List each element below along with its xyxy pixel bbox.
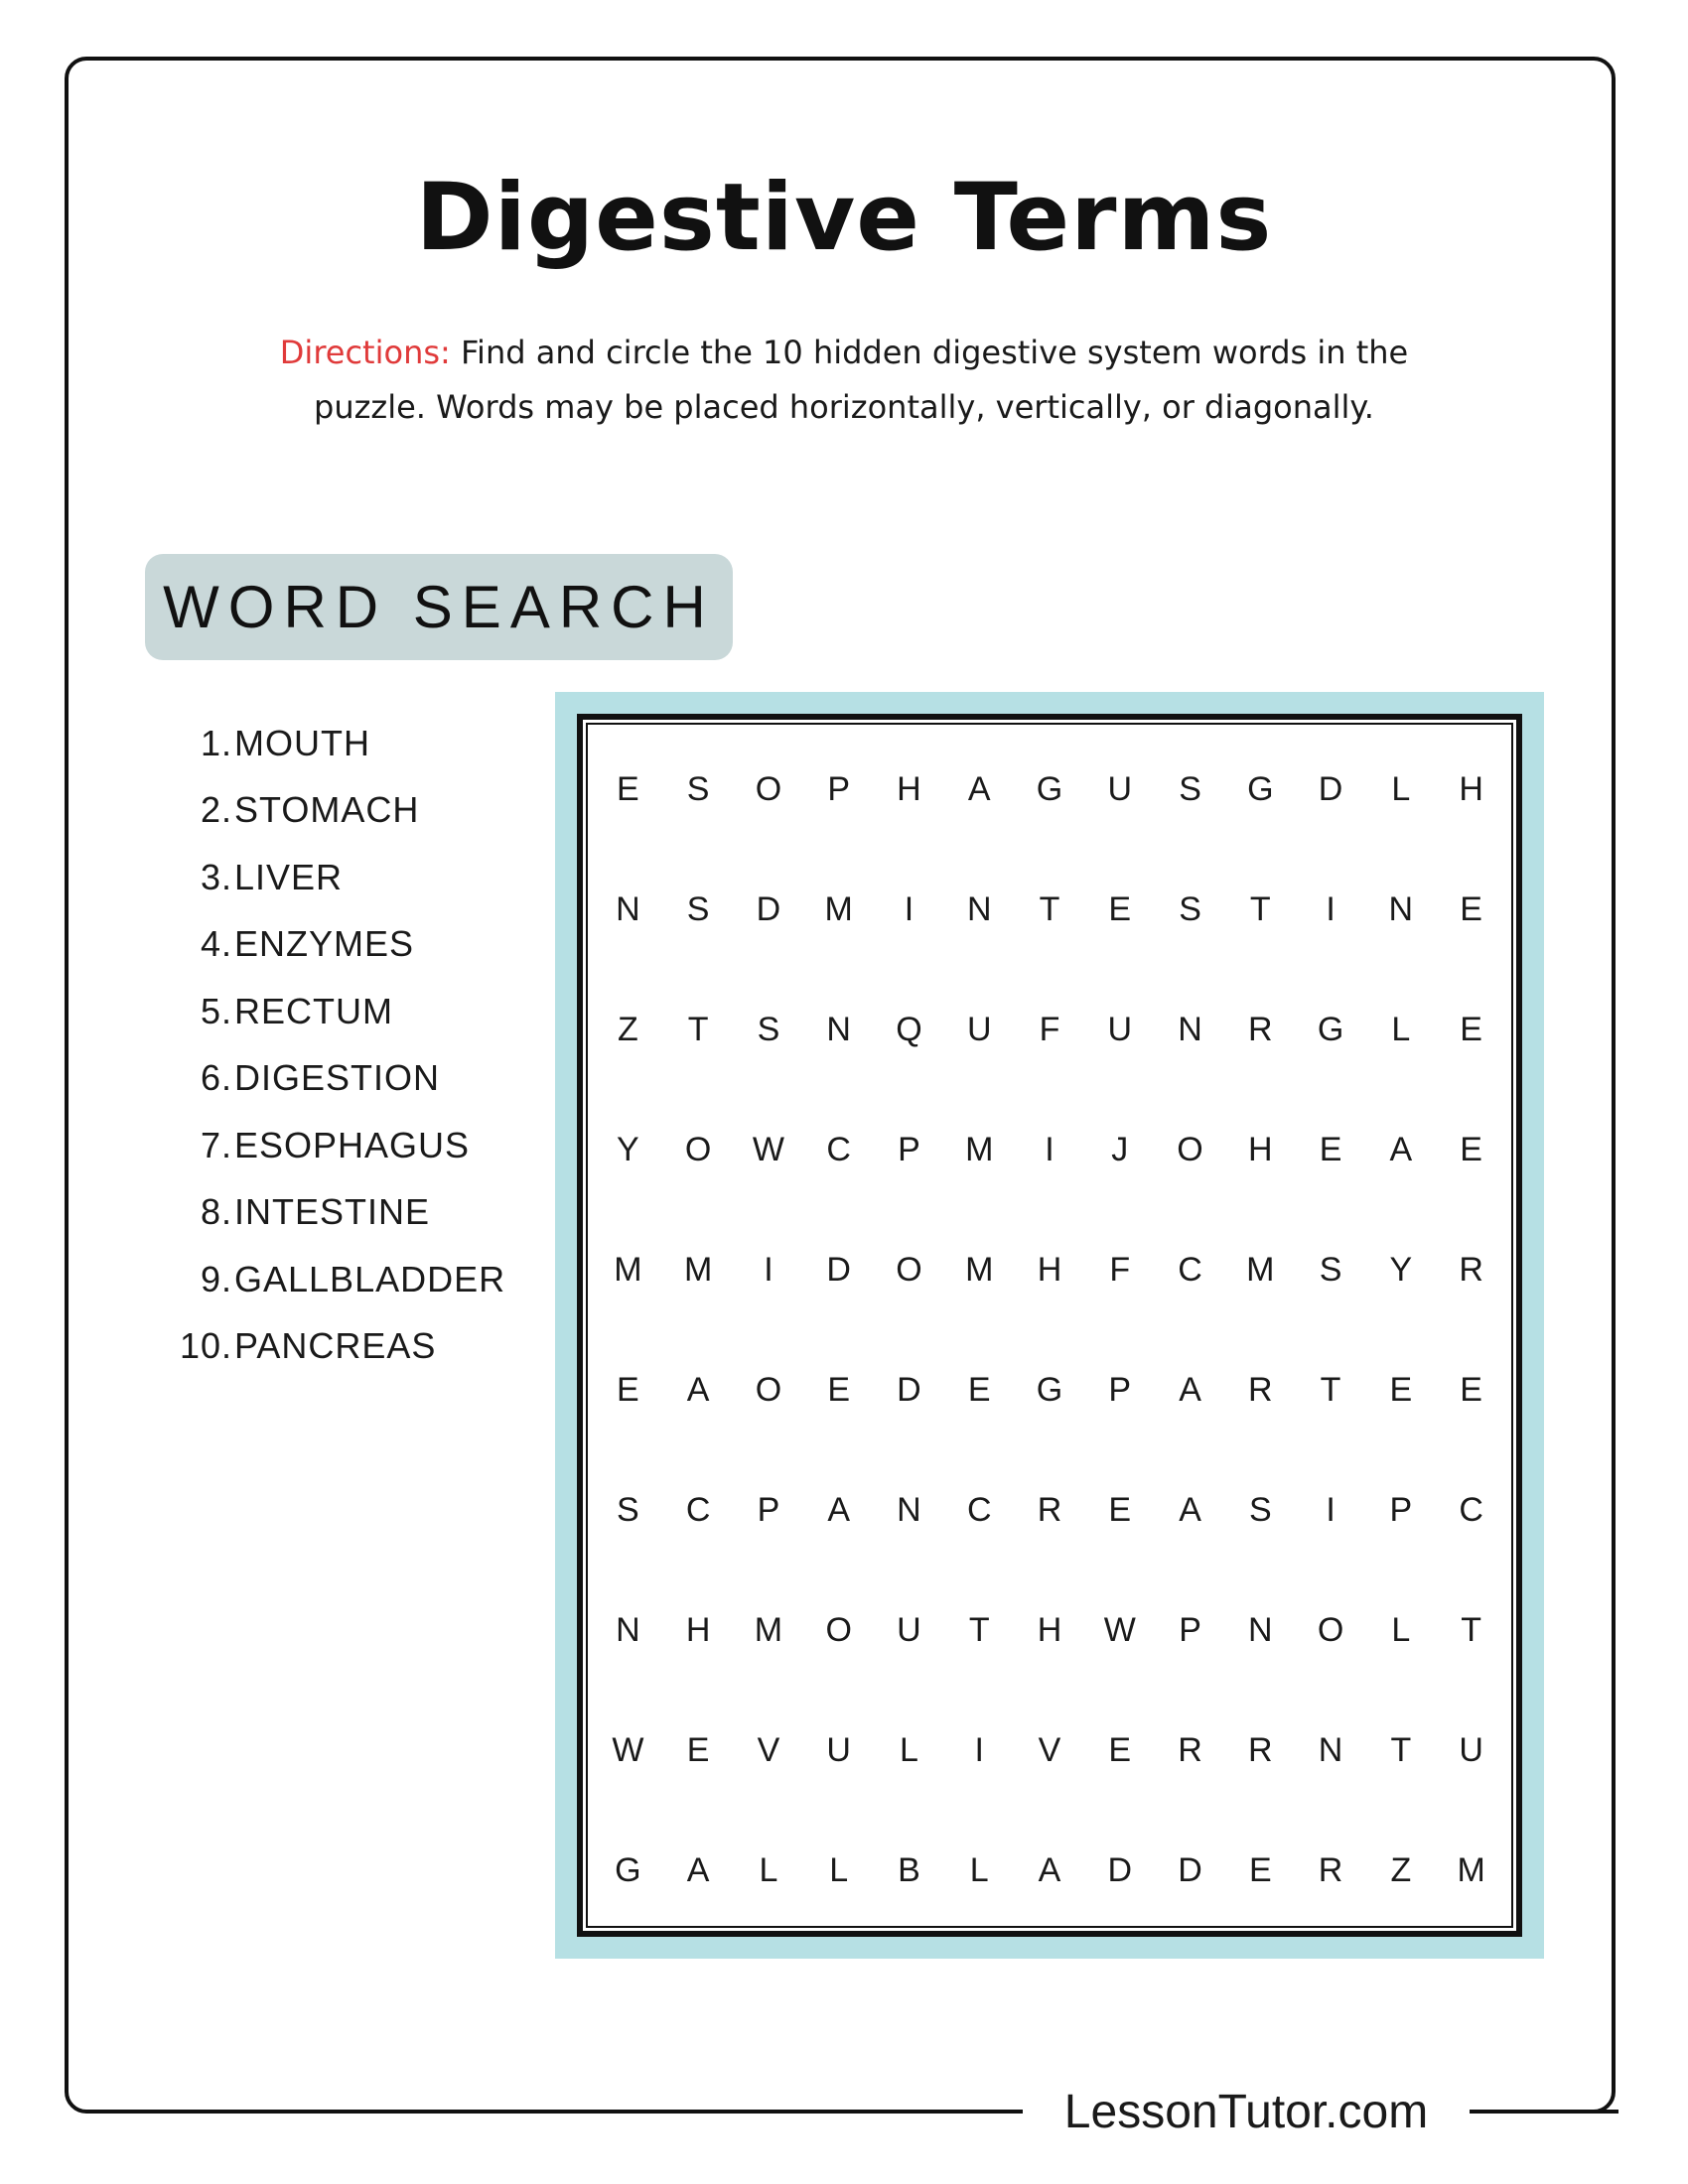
grid-letter[interactable]: T bbox=[1039, 890, 1060, 928]
grid-letter[interactable]: H bbox=[685, 1611, 711, 1649]
grid-letter[interactable]: C bbox=[826, 1131, 851, 1168]
grid-letter[interactable]: F bbox=[1109, 1251, 1131, 1289]
grid-letter[interactable]: M bbox=[965, 1251, 994, 1289]
grid-letter[interactable]: O bbox=[896, 1251, 922, 1289]
word-number: 9. bbox=[200, 1258, 232, 1299]
grid-letter[interactable]: U bbox=[1107, 1011, 1133, 1048]
word-list-item bbox=[169, 911, 526, 979]
grid-letter[interactable]: I bbox=[974, 1731, 984, 1769]
grid-letter[interactable]: A bbox=[686, 1371, 710, 1409]
grid-letter[interactable]: P bbox=[1179, 1611, 1201, 1649]
word-term: MOUTH bbox=[234, 722, 370, 763]
grid-letter[interactable]: V bbox=[757, 1731, 780, 1769]
word-list-item bbox=[169, 844, 526, 911]
grid-letter[interactable]: S bbox=[1179, 890, 1201, 928]
grid-letter[interactable]: R bbox=[1037, 1491, 1062, 1529]
grid-letter[interactable]: C bbox=[1178, 1251, 1202, 1289]
grid-letter[interactable]: E bbox=[617, 1371, 639, 1409]
grid-letter[interactable]: E bbox=[617, 770, 639, 808]
grid-letter[interactable]: C bbox=[966, 1491, 992, 1529]
grid-letter[interactable]: O bbox=[1317, 1611, 1344, 1649]
grid-letter[interactable]: I bbox=[764, 1251, 774, 1289]
grid-letter[interactable]: A bbox=[1038, 1851, 1061, 1889]
grid-letter[interactable]: S bbox=[686, 770, 710, 808]
grid-letter[interactable]: L bbox=[899, 1731, 918, 1769]
grid-letter[interactable]: P bbox=[827, 770, 851, 808]
grid-letter[interactable]: L bbox=[829, 1851, 849, 1889]
grid-letter[interactable]: E bbox=[1319, 1131, 1342, 1168]
grid-letter[interactable]: M bbox=[683, 1251, 713, 1289]
grid-letter[interactable]: H bbox=[1459, 770, 1483, 808]
grid-letter[interactable]: E bbox=[1460, 1011, 1482, 1048]
grid-letter[interactable]: A bbox=[1389, 1131, 1413, 1168]
word-term: PANCREAS bbox=[234, 1325, 437, 1367]
word-list bbox=[169, 710, 526, 1380]
grid-letter[interactable]: I bbox=[904, 890, 914, 928]
grid-letter[interactable]: G bbox=[1036, 770, 1063, 808]
grid-letter[interactable]: T bbox=[1320, 1371, 1341, 1409]
grid-letter[interactable]: H bbox=[1037, 1611, 1062, 1649]
word-search-grid-border bbox=[577, 714, 1522, 1937]
word-list-item bbox=[169, 1246, 526, 1313]
grid-letter[interactable]: T bbox=[968, 1611, 990, 1649]
word-number: 8. bbox=[200, 1191, 232, 1233]
grid-letter[interactable]: J bbox=[1111, 1131, 1129, 1168]
grid-letter[interactable]: I bbox=[1326, 890, 1336, 928]
word-list-item bbox=[169, 777, 526, 845]
grid-letter[interactable]: Y bbox=[1389, 1251, 1413, 1289]
word-list-item bbox=[169, 1179, 526, 1247]
word-list-item bbox=[169, 978, 526, 1045]
grid-letter[interactable]: E bbox=[1108, 1731, 1132, 1769]
grid-letter[interactable]: M bbox=[824, 890, 853, 928]
grid-letter[interactable]: E bbox=[1248, 1851, 1272, 1889]
word-term: LIVER bbox=[234, 856, 344, 897]
grid-letter[interactable]: E bbox=[1108, 1491, 1132, 1529]
footer-divider-right bbox=[1475, 2110, 1618, 2114]
word-term: DIGESTION bbox=[234, 1057, 441, 1099]
grid-letter[interactable]: Z bbox=[1390, 1851, 1412, 1889]
grid-letter[interactable]: E bbox=[1389, 1371, 1413, 1409]
word-term: ENZYMES bbox=[234, 923, 415, 965]
grid-letter[interactable]: R bbox=[1459, 1251, 1483, 1289]
grid-letter[interactable]: D bbox=[826, 1251, 851, 1289]
grid-letter[interactable]: R bbox=[1248, 1371, 1273, 1409]
grid-letter[interactable]: C bbox=[1459, 1491, 1483, 1529]
grid-letter[interactable]: S bbox=[1179, 770, 1201, 808]
word-term: RECTUM bbox=[234, 990, 393, 1031]
grid-letter[interactable]: N bbox=[1248, 1611, 1273, 1649]
grid-letter[interactable]: T bbox=[1390, 1731, 1412, 1769]
grid-letter[interactable]: S bbox=[686, 890, 710, 928]
word-term: ESOPHAGUS bbox=[234, 1124, 471, 1165]
grid-letter[interactable]: E bbox=[686, 1731, 710, 1769]
grid-letter[interactable]: L bbox=[1391, 770, 1411, 808]
grid-letter[interactable]: E bbox=[967, 1371, 991, 1409]
grid-letter[interactable]: I bbox=[1326, 1491, 1336, 1529]
grid-letter[interactable]: M bbox=[754, 1611, 783, 1649]
grid-letter[interactable]: G bbox=[1036, 1371, 1063, 1409]
grid-letter[interactable]: N bbox=[966, 890, 992, 928]
grid-letter[interactable]: V bbox=[1038, 1731, 1061, 1769]
grid-letter[interactable]: E bbox=[1460, 890, 1482, 928]
grid-letter[interactable]: U bbox=[897, 1611, 921, 1649]
word-number: 4. bbox=[200, 923, 232, 965]
word-term: GALLBLADDER bbox=[234, 1258, 506, 1299]
word-term: INTESTINE bbox=[234, 1191, 431, 1233]
grid-letter[interactable]: E bbox=[827, 1371, 851, 1409]
grid-letter[interactable]: G bbox=[615, 1851, 641, 1889]
grid-letter[interactable]: W bbox=[612, 1731, 644, 1769]
grid-letter[interactable]: N bbox=[1318, 1731, 1343, 1769]
grid-letter[interactable]: S bbox=[1319, 1251, 1342, 1289]
grid-letter[interactable]: N bbox=[1178, 1011, 1202, 1048]
word-list-item bbox=[169, 1045, 526, 1113]
grid-letter[interactable]: N bbox=[616, 890, 640, 928]
grid-letter[interactable]: Y bbox=[617, 1131, 639, 1168]
grid-letter[interactable]: L bbox=[1391, 1011, 1411, 1048]
grid-letter[interactable]: O bbox=[1177, 1131, 1203, 1168]
grid-letter[interactable]: O bbox=[755, 770, 782, 808]
grid-letter[interactable]: U bbox=[1459, 1731, 1483, 1769]
grid-letter[interactable]: D bbox=[1318, 770, 1343, 808]
grid-letter[interactable]: F bbox=[1039, 1011, 1060, 1048]
directions bbox=[238, 326, 1450, 435]
grid-letter[interactable]: S bbox=[617, 1491, 639, 1529]
grid-letter[interactable]: S bbox=[1248, 1491, 1272, 1529]
grid-letter[interactable]: D bbox=[756, 890, 781, 928]
grid-letter[interactable]: O bbox=[684, 1131, 712, 1168]
grid-letter[interactable]: A bbox=[1179, 1491, 1201, 1529]
grid-letter[interactable]: H bbox=[897, 770, 921, 808]
word-number: 2. bbox=[200, 789, 232, 831]
grid-letter[interactable]: U bbox=[1107, 770, 1133, 808]
grid-letter[interactable]: R bbox=[1318, 1851, 1343, 1889]
grid-letter[interactable]: U bbox=[966, 1011, 992, 1048]
grid-letter[interactable]: A bbox=[827, 1491, 851, 1529]
word-term: STOMACH bbox=[234, 789, 420, 831]
grid-letter[interactable]: D bbox=[1107, 1851, 1133, 1889]
word-number: 5. bbox=[200, 990, 232, 1031]
grid-letter[interactable]: H bbox=[1248, 1131, 1273, 1168]
grid-letter[interactable]: M bbox=[965, 1131, 994, 1168]
grid-letter[interactable]: I bbox=[1045, 1131, 1055, 1168]
word-number: 10. bbox=[179, 1325, 232, 1367]
word-list-item bbox=[169, 1313, 526, 1381]
grid-letter[interactable]: E bbox=[1460, 1131, 1482, 1168]
grid-letter[interactable]: N bbox=[616, 1611, 640, 1649]
grid-letter[interactable]: G bbox=[1317, 1011, 1344, 1048]
grid-letter[interactable]: R bbox=[1178, 1731, 1202, 1769]
grid-letter[interactable]: E bbox=[1108, 890, 1132, 928]
grid-letter[interactable]: L bbox=[759, 1851, 778, 1889]
grid-letter[interactable]: L bbox=[969, 1851, 989, 1889]
grid-letter[interactable]: O bbox=[755, 1371, 782, 1409]
grid-letter[interactable]: T bbox=[1461, 1611, 1481, 1649]
grid-letter[interactable]: L bbox=[1391, 1611, 1411, 1649]
grid-letter[interactable]: O bbox=[825, 1611, 852, 1649]
footer-divider-left bbox=[695, 2110, 1018, 2114]
grid-letter[interactable]: N bbox=[826, 1011, 851, 1048]
grid-letter[interactable]: A bbox=[1179, 1371, 1201, 1409]
grid-letter[interactable]: P bbox=[1108, 1371, 1132, 1409]
grid-letter[interactable]: W bbox=[1103, 1611, 1136, 1649]
directions-label: Directions: bbox=[279, 334, 451, 371]
word-number: 1. bbox=[200, 722, 232, 763]
grid-letter[interactable]: C bbox=[685, 1491, 711, 1529]
grid-letter[interactable]: D bbox=[1178, 1851, 1202, 1889]
grid-letter[interactable]: Q bbox=[896, 1011, 922, 1048]
footer-brand: LessonTutor.com bbox=[1023, 2083, 1470, 2142]
grid-letter[interactable]: M bbox=[1246, 1251, 1275, 1289]
grid-letter[interactable]: D bbox=[897, 1371, 921, 1409]
grid-letter[interactable]: Z bbox=[617, 1011, 638, 1048]
grid-letter[interactable]: H bbox=[1037, 1251, 1062, 1289]
grid-letter[interactable]: T bbox=[1249, 890, 1271, 928]
grid-letter[interactable]: E bbox=[1460, 1371, 1482, 1409]
grid-letter[interactable]: R bbox=[1248, 1731, 1273, 1769]
grid-letter[interactable]: B bbox=[898, 1851, 920, 1889]
grid-letter[interactable]: U bbox=[826, 1731, 851, 1769]
word-number: 6. bbox=[200, 1057, 232, 1099]
word-search-heading: WORD SEARCH bbox=[145, 554, 733, 660]
directions-text: Find and circle the 10 hidden digestive system words in the puzzle. Words may be placed horizontally, vertically, or diagonally. bbox=[314, 334, 1409, 426]
grid-letter[interactable]: M bbox=[1457, 1851, 1485, 1889]
word-number: 7. bbox=[200, 1124, 232, 1165]
word-search-grid-frame bbox=[555, 692, 1544, 1959]
grid-letter[interactable]: G bbox=[1247, 770, 1274, 808]
word-list-item bbox=[169, 710, 526, 777]
grid-letter[interactable]: W bbox=[752, 1131, 784, 1168]
grid-letter[interactable]: S bbox=[757, 1011, 780, 1048]
grid-letter[interactable]: P bbox=[898, 1131, 920, 1168]
grid-letter[interactable]: R bbox=[1248, 1011, 1273, 1048]
grid-letter[interactable]: N bbox=[897, 1491, 921, 1529]
page-title: Digestive Terms bbox=[415, 164, 1273, 272]
word-number: 3. bbox=[200, 856, 232, 897]
grid-letter[interactable]: A bbox=[967, 770, 991, 808]
grid-letter[interactable]: N bbox=[1388, 890, 1414, 928]
word-list-item bbox=[169, 1112, 526, 1179]
word-search-grid bbox=[593, 730, 1506, 1931]
grid-letter[interactable]: P bbox=[757, 1491, 780, 1529]
grid-letter[interactable]: A bbox=[686, 1851, 710, 1889]
grid-letter[interactable]: M bbox=[614, 1251, 642, 1289]
grid-letter[interactable]: T bbox=[687, 1011, 709, 1048]
grid-letter[interactable]: P bbox=[1389, 1491, 1413, 1529]
